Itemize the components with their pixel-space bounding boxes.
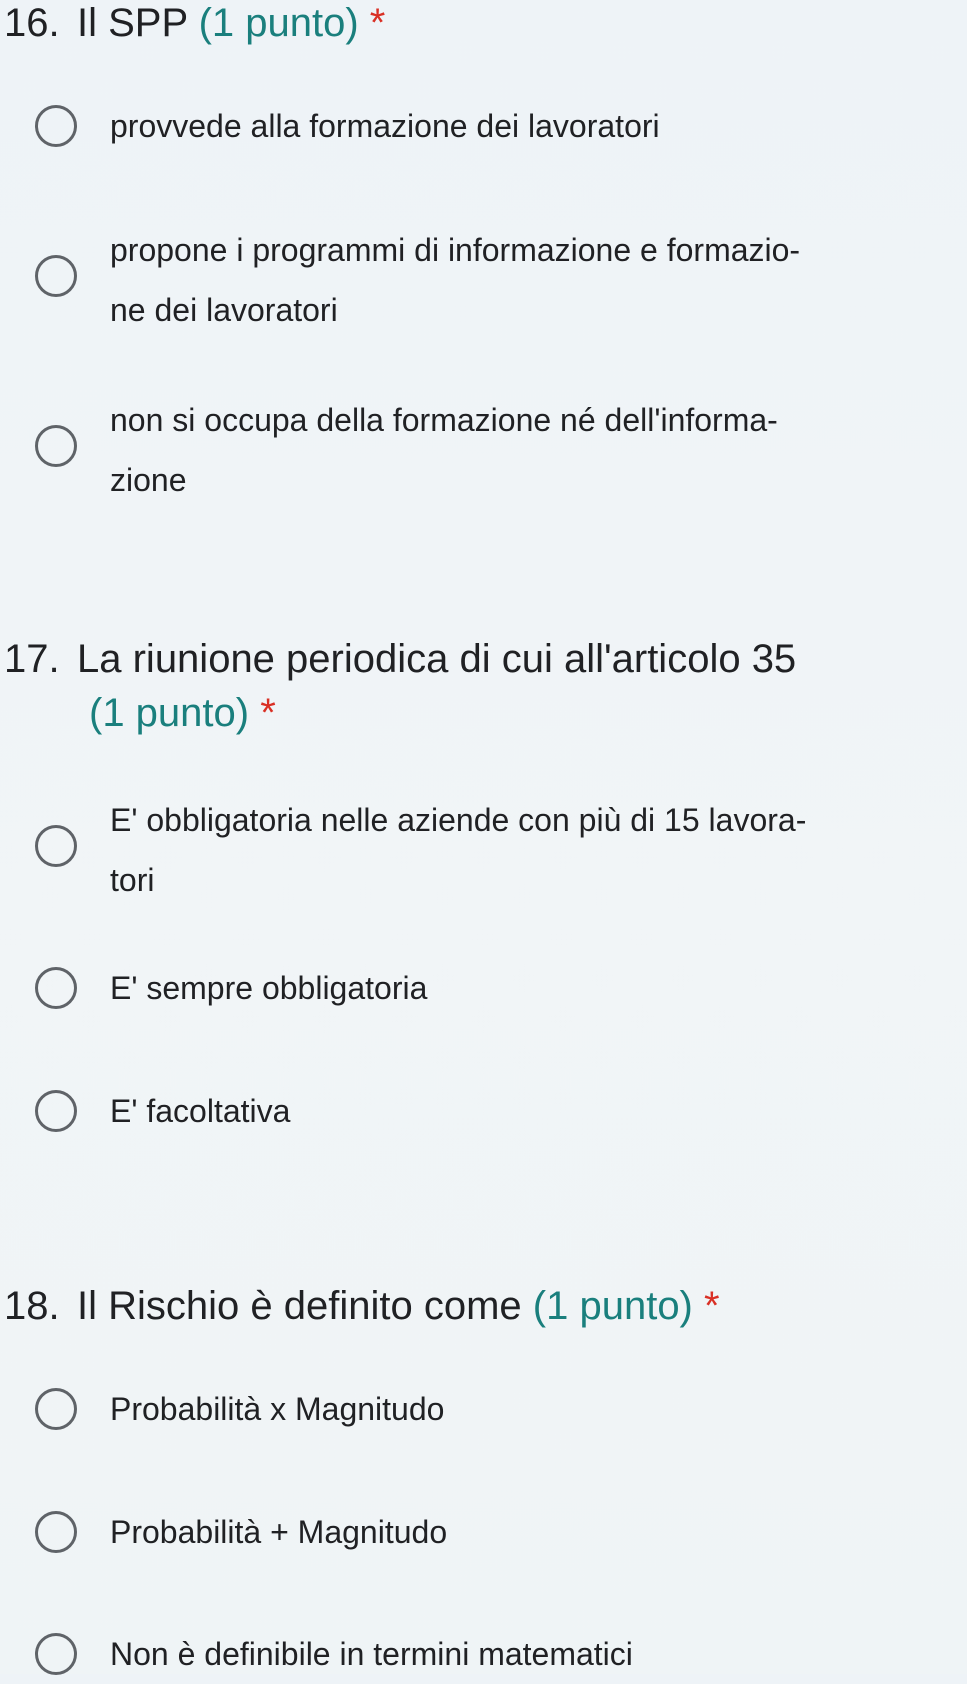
question-number: 17. <box>4 637 60 681</box>
option-18-c[interactable] <box>0 1624 967 1684</box>
points-label: (1 punto) <box>89 691 250 735</box>
option-18-b[interactable] <box>0 1502 967 1562</box>
option-label: Non è definibile in termini matematici <box>110 1636 633 1672</box>
option-18-a[interactable] <box>0 1379 967 1439</box>
option-label: Probabilità + Magnitudo <box>110 1514 448 1550</box>
points-label: (1 punto) <box>198 1 359 45</box>
option-17-c[interactable] <box>0 1081 967 1141</box>
option-16-a[interactable] <box>0 96 967 156</box>
option-17-a[interactable] <box>0 790 967 910</box>
radio-button[interactable] <box>35 105 77 147</box>
required-asterisk: * <box>704 1284 720 1328</box>
option-16-c[interactable] <box>0 390 967 510</box>
radio-button[interactable] <box>35 967 77 1009</box>
option-label: non si occupa della formazione né dell'informa- zione <box>110 402 778 498</box>
option-16-b[interactable] <box>0 220 967 340</box>
radio-button[interactable] <box>35 1388 77 1430</box>
required-asterisk: * <box>260 691 276 735</box>
option-17-b[interactable] <box>0 958 967 1018</box>
option-label: provvede alla formazione dei lavoratori <box>110 108 660 144</box>
required-asterisk: * <box>369 1 386 45</box>
question-number: 18. <box>4 1284 60 1328</box>
option-label: E' sempre obbligatoria <box>110 970 428 1006</box>
option-label: E' obbligatoria nelle aziende con più di 15 lavora- tori <box>110 802 807 898</box>
question-text: Il SPP <box>77 1 188 45</box>
option-label: E' facoltativa <box>110 1093 291 1129</box>
radio-button[interactable] <box>35 425 77 467</box>
radio-button[interactable] <box>35 1633 77 1675</box>
radio-button[interactable] <box>35 255 77 297</box>
question-text: La riunione periodica di cui all'articolo 35 <box>77 637 797 681</box>
points-label: (1 punto) <box>532 1284 693 1328</box>
radio-button[interactable] <box>35 825 77 867</box>
question-number: 16. <box>4 1 60 45</box>
radio-button[interactable] <box>35 1090 77 1132</box>
option-label: propone i programmi di informazione e formazio- ne dei lavoratori <box>110 232 801 328</box>
radio-button[interactable] <box>35 1511 77 1553</box>
question-text: Il Rischio è definito come <box>77 1284 522 1328</box>
option-label: Probabilità x Magnitudo <box>110 1391 445 1427</box>
